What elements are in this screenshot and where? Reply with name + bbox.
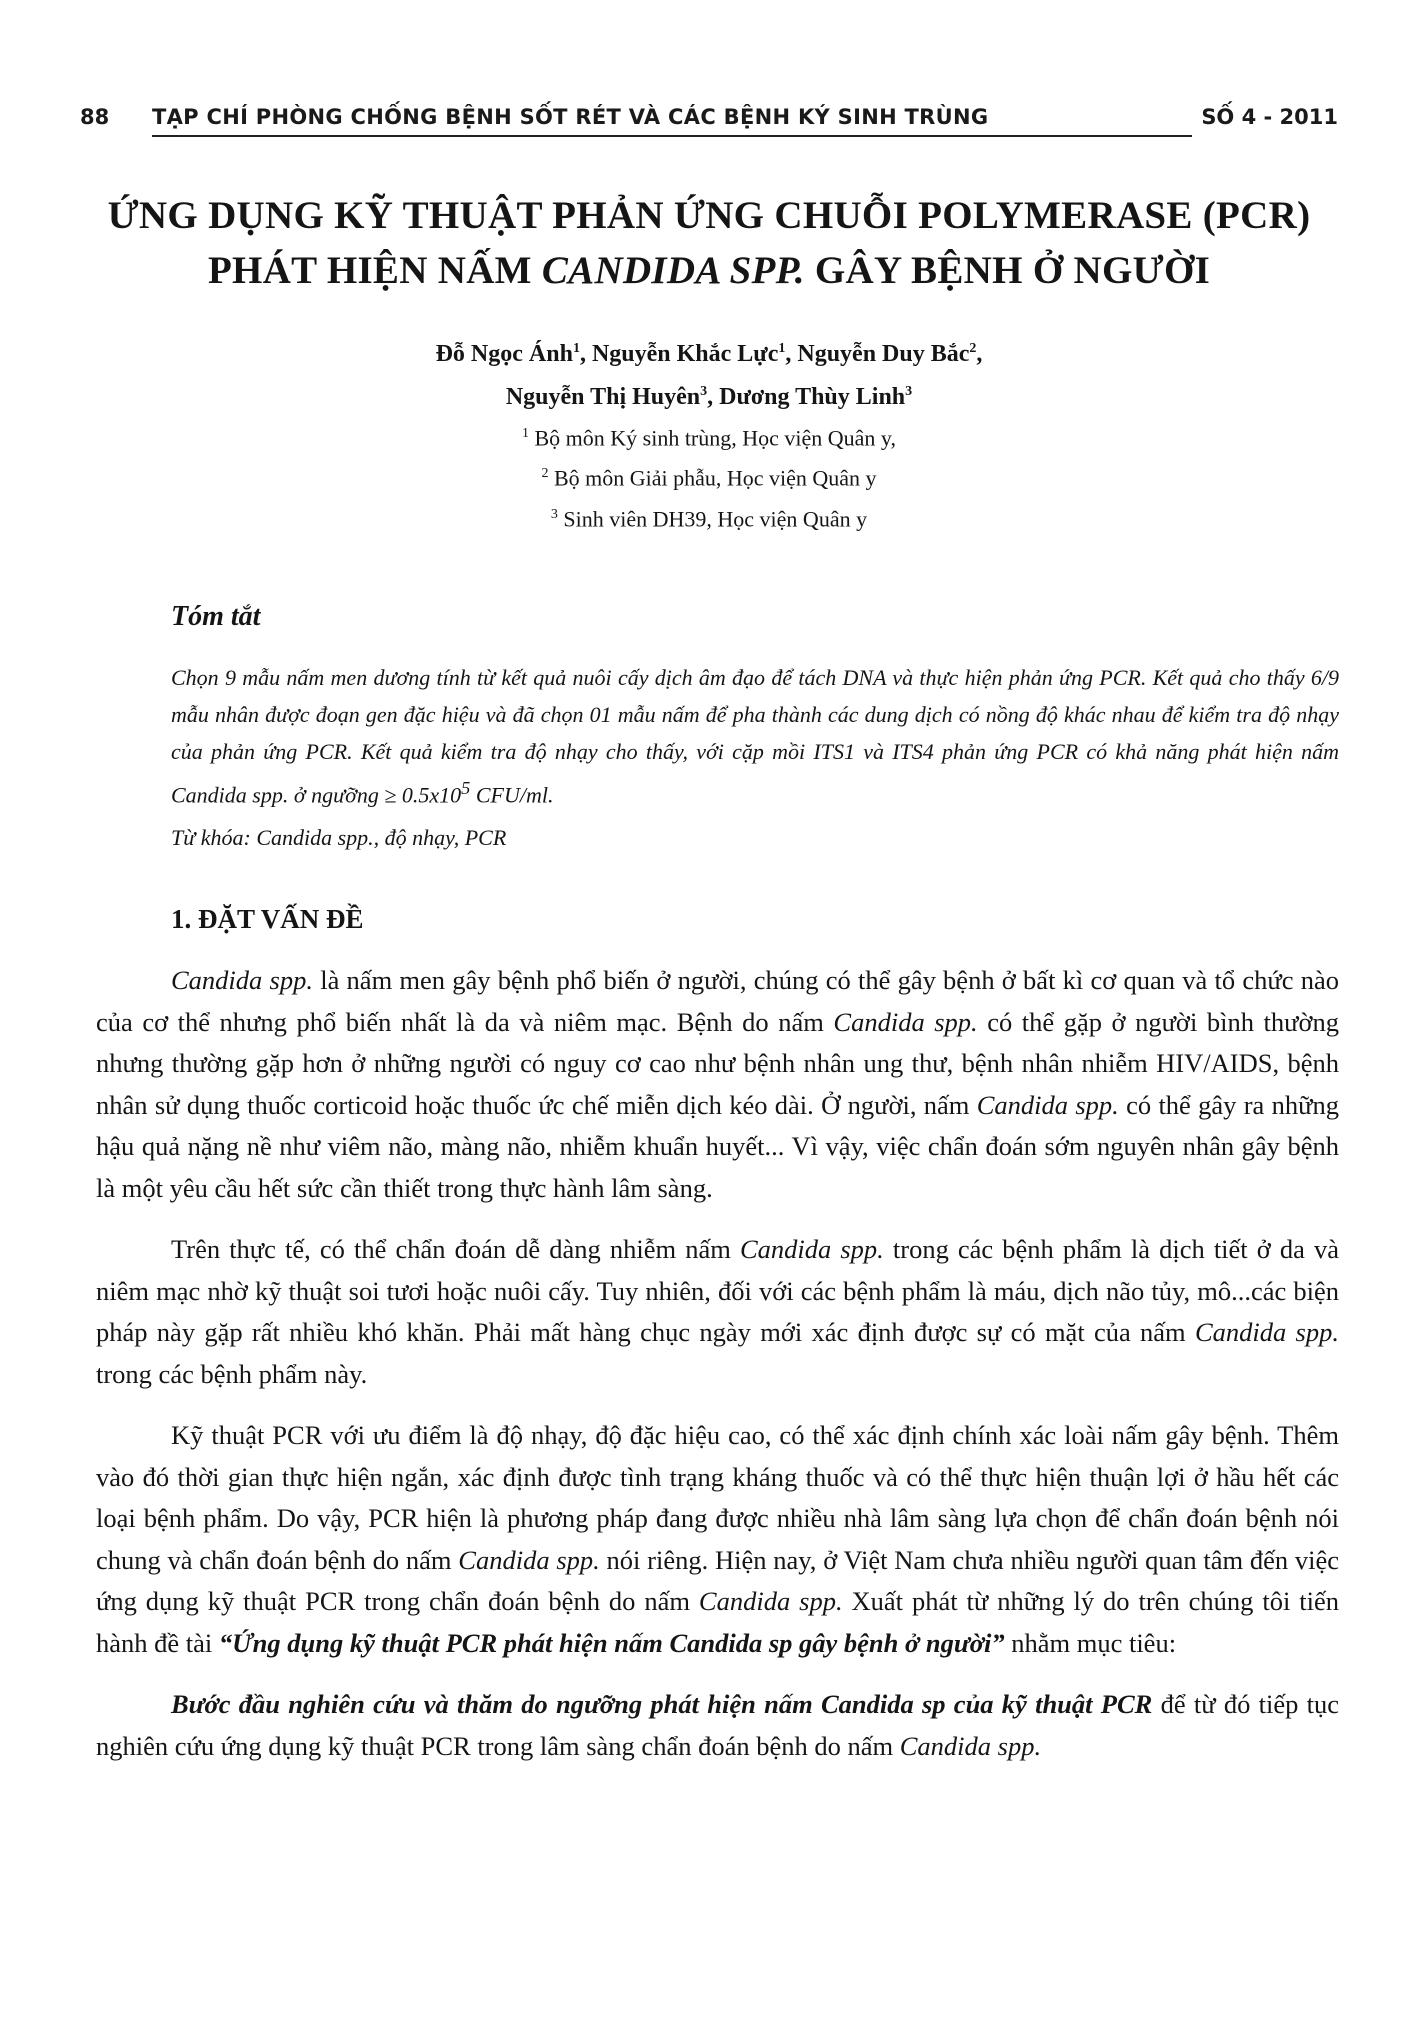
p4-text-1: để từ đó tiếp tục nghiên cứu ứng dụng kỹ thuật PCR trong lâm sàng chẩn đoán bệnh do nấm: [96, 1689, 1339, 1761]
paragraph-3: [96, 1415, 1339, 1664]
p3-genus-1: Candida spp.: [458, 1544, 600, 1575]
paragraph-2: [96, 1229, 1339, 1395]
author-2-sup: 1: [778, 341, 786, 356]
title-line-2-suffix: GÂY BỆNH Ở NGƯỜI: [804, 249, 1211, 292]
section-1-heading: 1. ĐẶT VẤN ĐỀ: [171, 904, 364, 934]
author-names-line-1: Đỗ Ngọc Ánh$^1$, Nguyễn Khắc Lực$^1$, Nguyễn Duy Bắc$^2$,: [435, 341, 983, 367]
paper-title: [80, 188, 1338, 298]
p3-text-2: nói riêng. Hiện nay, ở Việt Nam chưa nhiều người quan tâm đến việc ứng dụng kỹ thuật PCR trong chẩn đoán bệnh do nấm: [96, 1544, 1340, 1616]
author-1: Đỗ Ngọc Ánh: [435, 341, 573, 367]
abstract-exponent: 5: [461, 778, 471, 798]
running-header: [80, 101, 1338, 141]
p3-text-4: nhằm mục tiêu:: [1004, 1627, 1177, 1658]
p1-genus-3: Candida spp.: [976, 1089, 1119, 1120]
author-3: Nguyễn Duy Bắc: [797, 341, 970, 367]
title-line-2-prefix: PHÁT HIỆN NẤM: [207, 249, 542, 292]
paragraph-1: [96, 960, 1339, 1209]
keywords: Từ khóa: Candida spp., độ nhạy, PCR: [171, 825, 507, 850]
author-4-sup: 3: [700, 384, 708, 399]
affiliation-3-sup: 3: [550, 506, 558, 522]
p3-study-title: “Ứng dụng kỹ thuật PCR phát hiện nấm Candida sp gây bệnh ở người”: [218, 1627, 1005, 1658]
author-1-sup: 1: [572, 341, 580, 356]
p1-text-1: là nấm men gây bệnh phổ biến ở người, chúng có thể gây bệnh ở bất kì cơ quan và tổ chức nào của cơ thể nhưng phổ biến nhất là da và niêm mạc. Bệnh do nấm: [96, 965, 1339, 1037]
p2-text-3: trong các bệnh phẩm này.: [96, 1358, 368, 1389]
p4-genus-1: Candida spp.: [899, 1730, 1042, 1761]
title-genus: CANDIDA SPP.: [541, 249, 805, 292]
title-line-1: ỨNG DỤNG KỸ THUẬT PHẢN ỨNG CHUỖI POLYMERASE (PCR): [107, 194, 1311, 237]
p4-objective: Bước đầu nghiên cứu và thăm do ngưỡng phát hiện nấm Candida sp của kỹ thuật PCR: [171, 1689, 1153, 1719]
paragraph-4: [96, 1684, 1339, 1767]
affiliation-1-text: Bộ môn Ký sinh trùng, Học viện Quân y,: [534, 425, 897, 451]
author-names-line-2: Nguyễn Thị Huyên$^3$, Dương Thùy Linh$^3$: [505, 384, 913, 410]
affiliation-3: [80, 497, 1338, 537]
journal-title: TẠP CHÍ PHÒNG CHỐNG BỆNH SỐT RÉT VÀ CÁC BỆNH KÝ SINH TRÙNG: [152, 105, 989, 129]
section-1-body: [96, 960, 1339, 1787]
affiliation-3-text: Sinh viên DH39, Học viện Quân y: [563, 505, 868, 531]
p2-genus-1: Candida spp.: [739, 1234, 884, 1264]
author-5: Dương Thùy Linh: [719, 384, 906, 410]
title-line-2: [80, 243, 1338, 298]
p2-genus-2: Candida spp.: [1194, 1317, 1339, 1347]
p3-text-1: Kỹ thuật PCR với ưu điểm là độ nhạy, độ đặc hiệu cao, có thể xác định chính xác loài nấm gây bệnh. Thêm vào đó thời gian thực hiện ngắn, xác định được tình trạng kháng thuốc và có thể thực hiện thuận lợi ở hầu hết các loại bệnh phẩm. Do vậy, PCR hiện là phương pháp đang được nhiều nhà lâm sàng lựa chọn để chẩn đoán bệnh nói chung và chẩn đoán bệnh do nấm: [96, 1420, 1339, 1575]
author-2: Nguyễn Khắc Lực: [591, 341, 779, 367]
author-5-sup: 3: [905, 384, 913, 399]
page-number: 88: [80, 105, 110, 129]
affiliation-2: [80, 456, 1338, 496]
affiliation-1: [80, 416, 1338, 456]
affiliation-1-sup: 1: [521, 426, 529, 441]
p3-genus-2: Candida spp.: [698, 1586, 843, 1616]
issue-number: SỐ 4 - 2011: [1201, 105, 1338, 129]
abstract-body: Chọn 9 mẫu nấm men dương tính từ kết quả nuôi cấy dịch âm đạo để tách DNA và thực hiện phản ứng PCR. Kết quả cho thấy 6/9 mẫu nhân được đoạn gen đặc hiệu và đã chọn 01 mẫu nấm để pha thành các dung dịch có nồng độ khác nhau để kiểm tra độ nhạy của phản ứng PCR. Kết quả kiểm tra độ nhạy cho thấy, với cặp mồi ITS1 và ITS4 phản ứng PCR có khả năng phát hiện nấm Candida spp. ở ngưỡng ≥ 0.5x10: [171, 665, 1339, 808]
p1-genus-2: Candida spp.: [833, 1006, 978, 1037]
abstract-unit: CFU/ml.: [470, 782, 554, 808]
p2-text-2: trong các bệnh phẩm là dịch tiết ở da và niêm mạc nhờ kỹ thuật soi tươi hoặc nuôi cấy. Tuy nhiên, đối với các bệnh phẩm là máu, dịch não tủy, mô...các biện pháp này gặp rất nhiều khó khăn. Phải mất hàng chục ngày mới xác định được sự có mặt của nấm: [96, 1234, 1339, 1347]
p3-text-3: Xuất phát từ những lý do trên chúng tôi tiến hành đề tài: [96, 1586, 1339, 1658]
author-block: [80, 330, 1338, 537]
p1-text-2: có thể gặp ở người bình thường nhưng thường gặp hơn ở những người có nguy cơ cao như bệnh nhân ung thư, bệnh nhân nhiễm HIV/AIDS, bệnh nhân sử dụng thuốc corticoid hoặc thuốc ức chế miễn dịch kéo dài. Ở người, nấm: [96, 1006, 1339, 1120]
p2-text-1: Trên thực tế, có thể chẩn đoán dễ dàng nhiễm nấm: [171, 1234, 740, 1264]
header-rule: [152, 135, 1192, 137]
affiliation-2-text: Bộ môn Giải phẫu, Học viện Quân y: [553, 465, 877, 491]
author-3-sup: 2: [969, 341, 977, 356]
author-4: Nguyễn Thị Huyên: [505, 384, 701, 410]
affiliation-2-sup: 2: [541, 466, 549, 482]
abstract-heading: Tóm tắt: [171, 601, 261, 632]
p1-genus-1: Candida spp.: [171, 965, 313, 995]
abstract-text: [171, 659, 1339, 813]
p1-text-3: có thể gây ra những hậu quả nặng nề như viêm não, màng não, nhiễm khuẩn huyết... Vì vậy, việc chẩn đoán sớm nguyên nhân gây bệnh là một yêu cầu hết sức cần thiết trong thực hành lâm sàng.: [96, 1089, 1339, 1203]
